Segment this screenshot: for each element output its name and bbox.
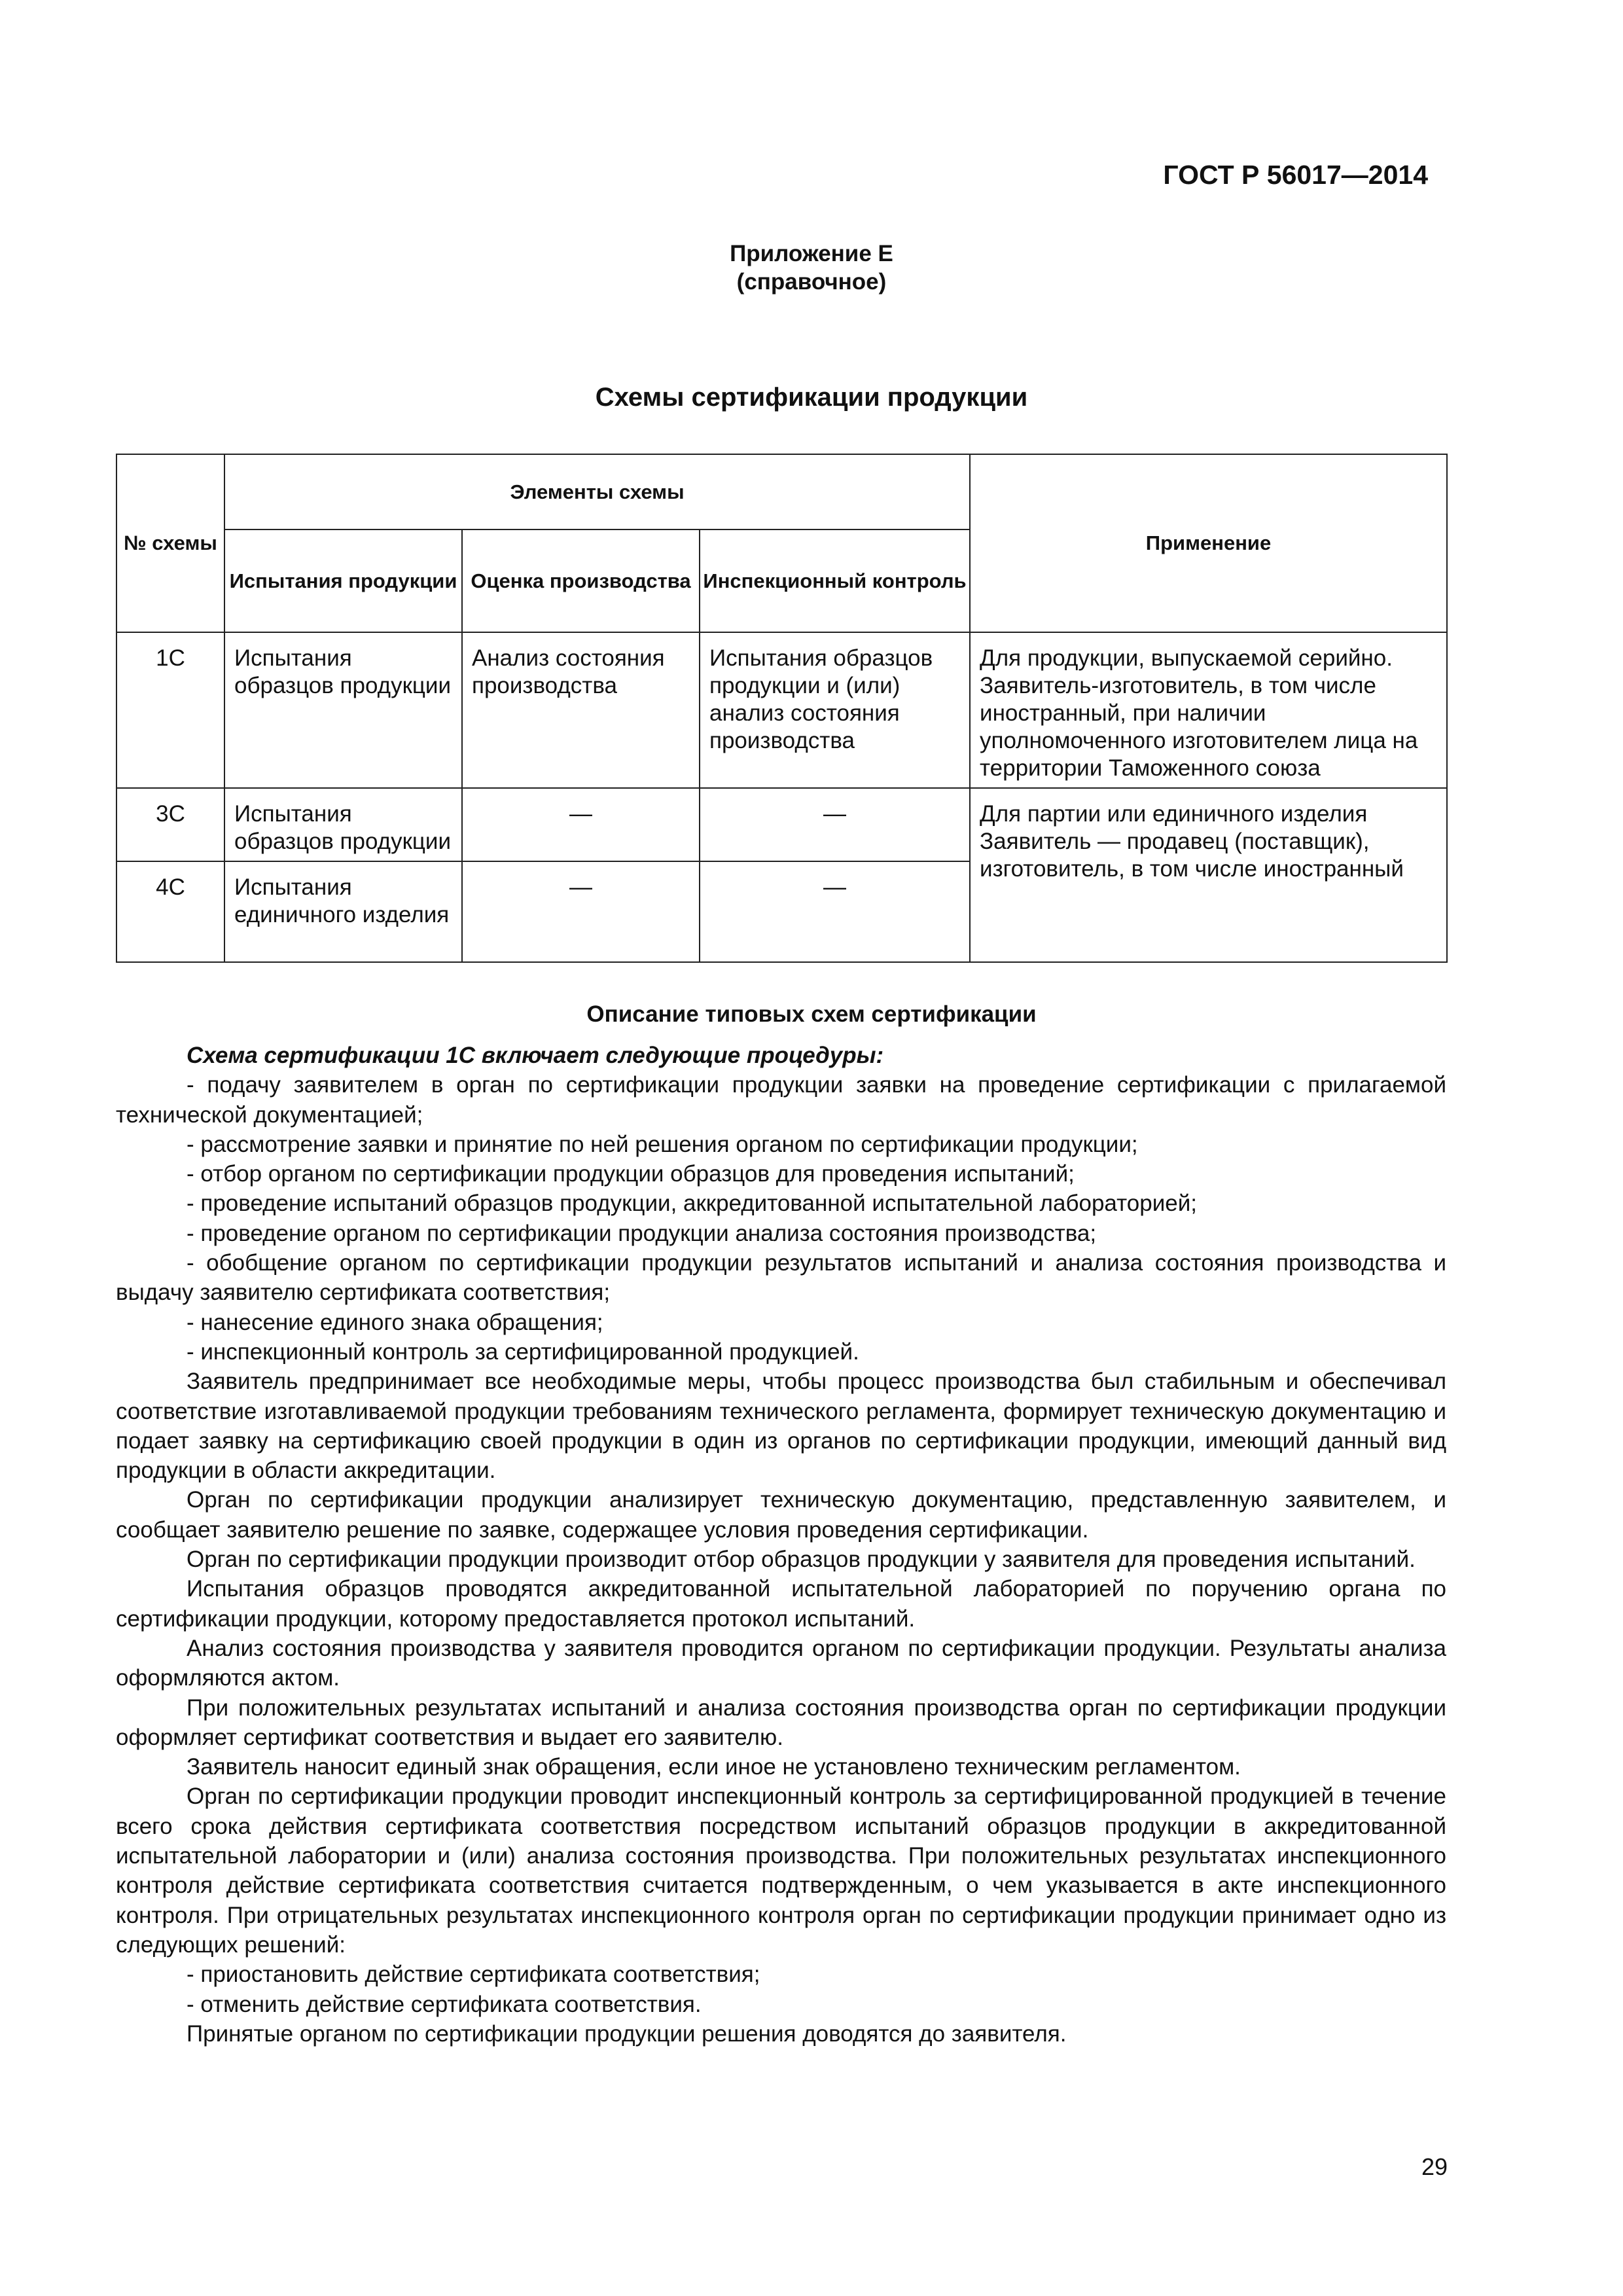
paragraph: Испытания образцов проводятся аккредитованной испытательной лабораторией по поручению органа по сертификации продукции, которому предоставляется протокол испытаний. [116, 1576, 1446, 1632]
table-header-row [116, 454, 1447, 529]
section-title: Описание типовых схем сертификации [586, 1001, 1037, 1027]
scheme-number: 3С [116, 788, 224, 861]
scheme-number: 4С [116, 861, 224, 962]
header-inspection-control: Инспекционный контроль [700, 529, 970, 632]
paragraph: - отменить действие сертификата соответствия. [187, 1991, 702, 2017]
page-title: Схемы сертификации продукции [595, 383, 1028, 412]
cell-application-shared: Для партии или единичного изделия Заявитель — продавец (поставщик), изготовитель, в том числе иностранный [970, 788, 1447, 962]
cell-testing: Испытания образцов продукции [224, 788, 462, 861]
paragraph: Принятые органом по сертификации продукции решения доводятся до заявителя. [187, 2020, 1067, 2047]
paragraph: - инспекционный контроль за сертифицированной продукцией. [187, 1338, 859, 1365]
paragraph: - проведение испытаний образцов продукции, аккредитованной испытательной лабораторией; [187, 1191, 1197, 1217]
paragraph: - обобщение органом по сертификации продукции результатов испытаний и анализа состояния производства и выдачу заявителю сертификата соответствия; [116, 1250, 1446, 1306]
cell-testing: Испытания образцов продукции [224, 632, 462, 788]
paragraph: При положительных результатах испытаний и анализа состояния производства орган по сертификации продукции оформляет сертификат соответствия и выдает его заявителю. [116, 1695, 1446, 1750]
cell-assessment: — [462, 788, 700, 861]
cell-assessment: Анализ состояния производства [462, 632, 700, 788]
description-body [116, 1041, 1446, 2049]
annex-note: (справочное) [736, 269, 887, 295]
paragraph: - приостановить действие сертификата соответствия; [187, 1962, 760, 1988]
header-product-testing: Испытания продукции [224, 529, 462, 632]
paragraph: - проведение органом по сертификации продукции анализа состояния производства; [187, 1220, 1097, 1246]
paragraph: Заявитель наносит единый знак обращения, если иное не установлено техническим регламентом. [187, 1754, 1241, 1780]
paragraph: - рассмотрение заявки и принятие по ней решения органом по сертификации продукции; [187, 1131, 1138, 1157]
paragraph: - подачу заявителем в орган по сертификации продукции заявки на проведение сертификации с прилагаемой технической документацией; [116, 1072, 1446, 1128]
paragraph: Заявитель предпринимает все необходимые меры, чтобы процесс производства был стабильным и обеспечивал соответствие изготавливаемой продукции требованиям технического регламента, формирует техническую документацию и подает заявку на сертификацию своей продукции в один из органов по сертификации продукции, имеющий данный вид продукции в области аккредитации. [116, 1369, 1446, 1484]
paragraph-lead: Схема сертификации 1С включает следующие процедуры: [187, 1043, 884, 1068]
paragraph: Анализ состояния производства у заявителя проводится органом по сертификации продукции. Результаты анализа оформляются актом. [116, 1635, 1446, 1691]
header-production-assessment: Оценка производства [462, 529, 700, 632]
paragraph: Орган по сертификации продукции анализирует техническую документацию, представленную заявителем, и сообщает заявителю решение по заявке, содержащее условия проведения сертификации. [116, 1487, 1446, 1543]
cell-inspection: — [700, 788, 970, 861]
paragraph: Орган по сертификации продукции проводит инспекционный контроль за сертифицированной продукцией в течение всего срока действия сертификата соответствия посредством испытаний образцов продукции в аккредитованной испытательной лаборатории и (или) анализа состояния производства. При положительных результатах инспекционного контроля действие сертификата соответствия считается подтвержденным, о чем указывается в акте инспекционного контроля. При отрицательных результатах инспекционного контроля орган по сертификации продукции принимает одно из следующих решений: [116, 1784, 1446, 1958]
cell-inspection: Испытания образцов продукции и (или) анализ состояния производства [700, 632, 970, 788]
page-number: 29 [1421, 2153, 1448, 2180]
table-row [116, 632, 1447, 788]
header-scheme-number: № схемы [116, 454, 224, 632]
scheme-number: 1С [116, 632, 224, 788]
header-application: Применение [970, 454, 1447, 632]
paragraph: - отбор органом по сертификации продукции образцов для проведения испытаний; [187, 1161, 1075, 1187]
cell-application: Для продукции, выпускаемой серийно. Заявитель-изготовитель, в том числе иностранный, при наличии уполномоченного изготовителем лица на территории Таможенного союза [970, 632, 1447, 788]
table-row [116, 788, 1447, 861]
cell-inspection: — [700, 861, 970, 962]
paragraph: Орган по сертификации продукции производит отбор образцов продукции у заявителя для проведения испытаний. [187, 1547, 1416, 1573]
cell-assessment: — [462, 861, 700, 962]
certification-schemes-table [116, 454, 1448, 963]
header-scheme-elements: Элементы схемы [224, 454, 970, 529]
paragraph: - нанесение единого знака обращения; [187, 1309, 603, 1335]
standard-code: ГОСТ Р 56017—2014 [1163, 160, 1428, 190]
annex-title: Приложение Е [730, 241, 893, 266]
cell-testing: Испытания единичного изделия [224, 861, 462, 962]
